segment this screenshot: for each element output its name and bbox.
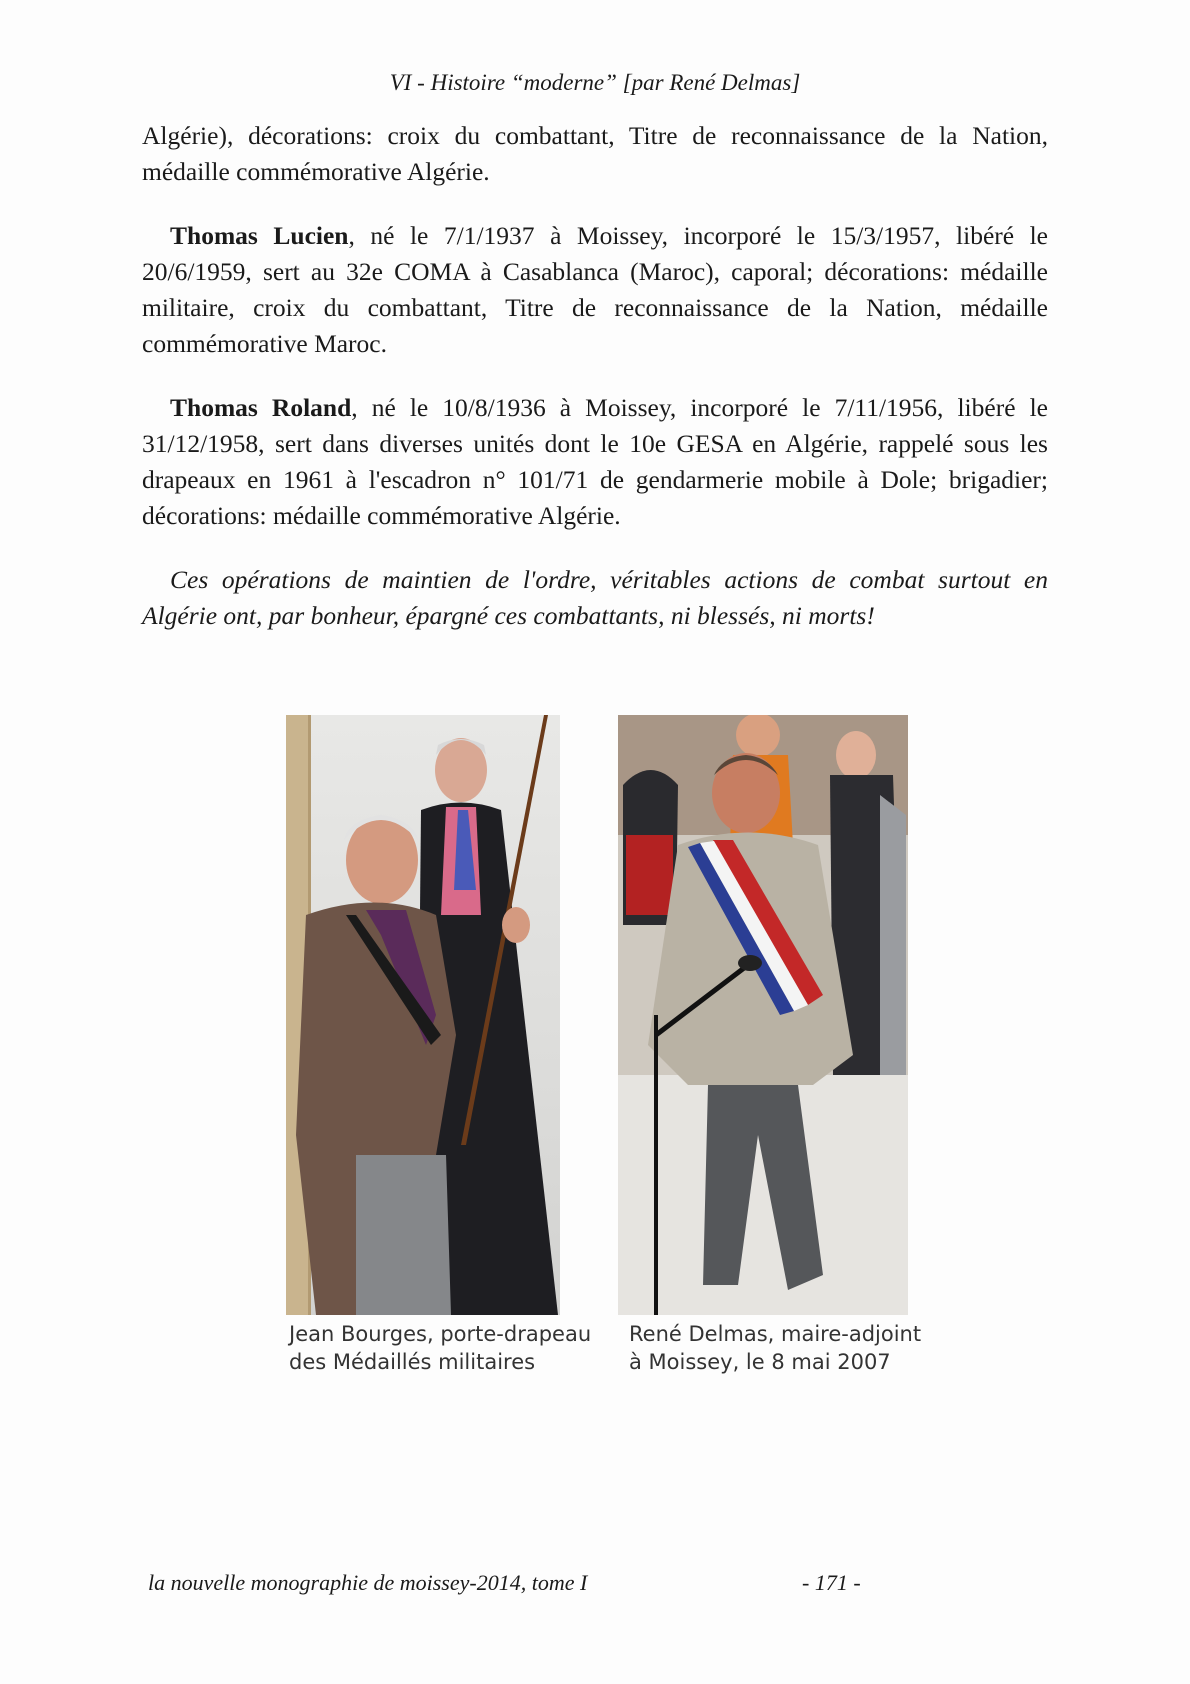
paragraph-4: Ces opérations de maintien de l'ordre, véritables actions de combat surtout en Algérie ont, par bonheur, épargné ces combattants, ni blessés, ni morts! [142, 565, 1048, 630]
caption-line: René Delmas, maire-adjoint [629, 1322, 922, 1346]
person-name: Thomas Roland [170, 393, 352, 422]
running-header: VI - Histoire “moderne” [par René Delmas] [389, 70, 801, 95]
photo-caption-right [629, 1320, 921, 1376]
caption-line: des Médaillés militaires [289, 1350, 536, 1374]
paragraph-2 [142, 218, 1048, 362]
paragraph-text: , né le 10/8/1936 à Moissey, incorporé le 7/11/1956, libéré le 31/12/1958, sert dans diverses unités dont le 10e GESA en Algérie, rappelé sous les drapeaux en 1961 à l'escadron n° 101/71 de gendarmerie mobile à Dole; brigadier; décorations: médaille commémorative Algérie. [142, 393, 1048, 530]
caption-line: Jean Bourges, porte-drapeau [289, 1322, 592, 1346]
footer-page-number: - 171 - [802, 1570, 861, 1595]
photo-deputy-mayor [618, 715, 908, 1315]
paragraph-1: Algérie), décorations: croix du combattant, Titre de reconnaissance de la Nation, médaille commémorative Algérie. [142, 121, 1048, 186]
paragraph-3 [142, 390, 1048, 534]
caption-line: à Moissey, le 8 mai 2007 [629, 1350, 891, 1374]
photo-flag-bearer [286, 715, 560, 1315]
paragraph-text: , né le 7/1/1937 à Moissey, incorporé le 15/3/1957, libéré le 20/6/1959, sert au 32e COMA à Casablanca (Maroc), caporal; décorations: médaille militaire, croix du combattant, Titre de reconnaissance de la Nation, médaille commémorative Maroc. [142, 221, 1048, 358]
person-name: Thomas Lucien [170, 221, 349, 250]
footer-book-title: la nouvelle monographie de moissey-2014, tome I [148, 1570, 588, 1595]
photo-caption-left [289, 1320, 591, 1376]
body-text [142, 118, 1048, 662]
